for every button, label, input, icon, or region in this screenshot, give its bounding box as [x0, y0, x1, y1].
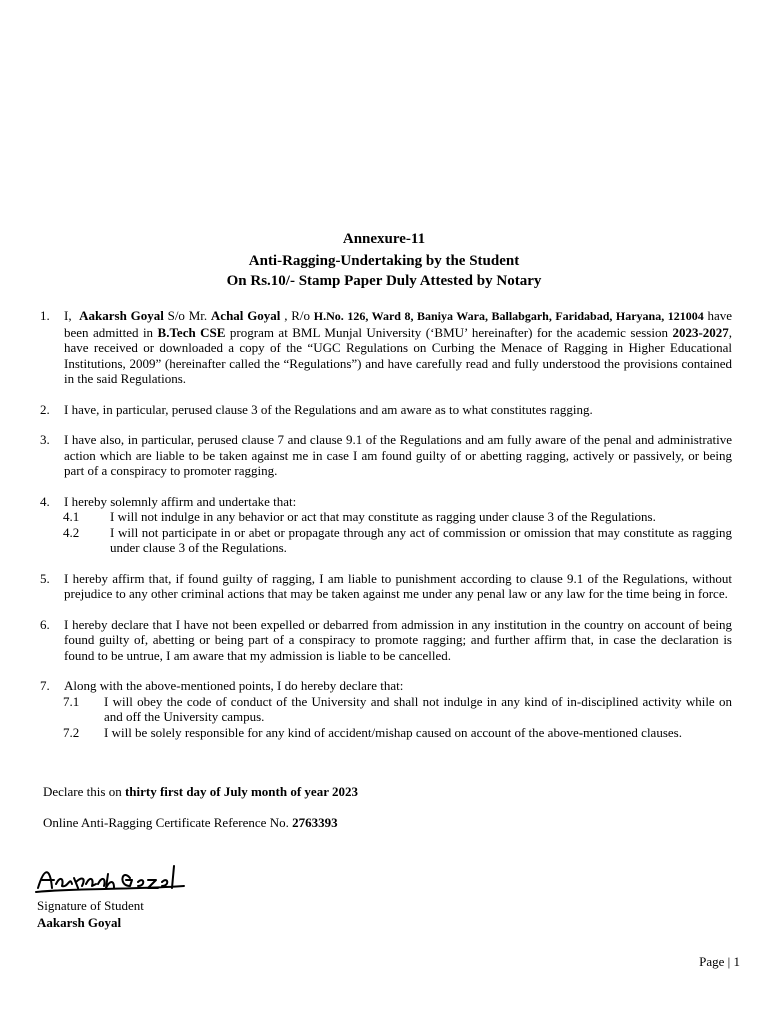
sub-item-text: I will be solely responsible for any kind of accident/mishap caused on account of the above-mentioned clauses. [104, 724, 682, 740]
document-subtitle: On Rs.10/- Stamp Paper Duly Attested by Notary [226, 273, 542, 289]
list-item-5 [40, 571, 732, 602]
item-number: 1. [40, 308, 50, 323]
page-number: Page | 1 [699, 954, 740, 969]
address: H.No. 126, Ward 8, Baniya Wara, Ballabgarh, Faridabad, Haryana, 121004 [313, 309, 704, 323]
signature-label: Signature of Student [37, 898, 144, 913]
item-text: I hereby declare that I have not been expelled or debarred from admission in any institution in the country on account of being found guilty of, abetting or being part of a conspiracy to promote ragging; and further affirm that, in case the declaration is found to be untrue, I am aware that my admission is liable to be cancelled. [64, 616, 732, 663]
text-fragment: , R/o [284, 308, 311, 323]
certificate-prefix: Online Anti-Ragging Certificate Reference No. [43, 815, 289, 830]
item-number: 7. [40, 678, 50, 693]
sub-item-number: 7.2 [63, 724, 80, 740]
list-item-4 [40, 494, 732, 510]
annexure-heading: Annexure-11 [342, 231, 426, 247]
sub-item-4-1 [40, 509, 732, 525]
sub-item-number: 7.1 [63, 693, 80, 709]
list-item-6 [40, 617, 732, 664]
declaration-date: thirty first day of July month of year 2023 [124, 784, 358, 799]
item-text: I have also, in particular, perused clause 7 and clause 9.1 of the Regulations and am fully aware of the penal and administrative action which are liable to be taken against me in case I am found guilty of or abetting ragging, actively or passively, or being part of a conspiracy to promoter ragging. [64, 432, 732, 478]
item-text [64, 308, 732, 387]
text-fragment: program at BML Munjal University (‘BMU’ hereinafter) for the academic session [229, 324, 668, 340]
item-text: I have, in particular, perused clause 3 of the Regulations and am aware as to what constitutes ragging. [64, 401, 593, 417]
item-number: 5. [40, 570, 50, 586]
sub-item-text: I will not participate in or abet or propagate through any act of commission or omission that may constitute as ragging under clause 3 of the Regulations. [110, 524, 732, 555]
item-number: 6. [40, 616, 50, 632]
text-fragment: S/o Mr. [167, 308, 208, 323]
program-name: B.Tech CSE [157, 324, 226, 340]
student-name-signature: Aakarsh Goyal [37, 915, 122, 930]
declaration-prefix: Declare this on [43, 784, 122, 799]
sub-item-number: 4.2 [63, 524, 80, 540]
sub-item-text: I will not indulge in any behavior or act that may constitute as ragging under clause 3 of the Regulations. [110, 509, 656, 524]
sub-item-number: 4.1 [63, 509, 80, 524]
list-item-2 [40, 402, 732, 418]
item-text: I hereby affirm that, if found guilty of ragging, I am liable to punishment according to clause 9.1 of the Regulations, without prejudice to any other criminal actions that may be taken against me under any penal law or any law for the time being in force. [64, 570, 732, 601]
father-name: Achal Goyal [210, 308, 281, 323]
sub-item-7-2 [40, 725, 732, 741]
declaration-line [43, 784, 358, 800]
item-text: Along with the above-mentioned points, I do hereby declare that: [64, 678, 404, 693]
sub-item-7-1 [40, 694, 732, 725]
document-title: Anti-Ragging-Undertaking by the Student [248, 253, 520, 269]
item-number: 2. [40, 401, 50, 417]
item-number: 3. [40, 432, 50, 447]
sub-item-text: I will obey the code of conduct of the University and shall not indulge in any kind of in-disciplined activity while on and off the University campus. [104, 693, 732, 724]
sub-item-4-2 [40, 525, 732, 556]
item-number: 4. [40, 493, 50, 509]
academic-session: 2023-2027 [672, 324, 729, 340]
list-item-7 [40, 678, 732, 694]
student-name: Aakarsh Goyal [79, 308, 164, 323]
list-item-1 [40, 308, 732, 387]
text-fragment: , have received or downloaded a copy of the “UGC Regulations on Curbing the Menace of Ragging in Higher Educational Institutions, 2009” (hereinafter called the “Regulations”) and have carefully read and fully understood the provisions contained in the said Regulations. [64, 324, 733, 386]
text-fragment: I, [64, 308, 72, 323]
handwritten-signature [34, 858, 194, 898]
item-text: I hereby solemnly affirm and undertake that: [64, 493, 297, 509]
certificate-line [43, 815, 338, 831]
list-item-3 [40, 432, 732, 479]
undertaking-list [40, 308, 732, 740]
text-fragment: have been admitted in [64, 308, 733, 340]
certificate-reference: 2763393 [292, 815, 338, 830]
